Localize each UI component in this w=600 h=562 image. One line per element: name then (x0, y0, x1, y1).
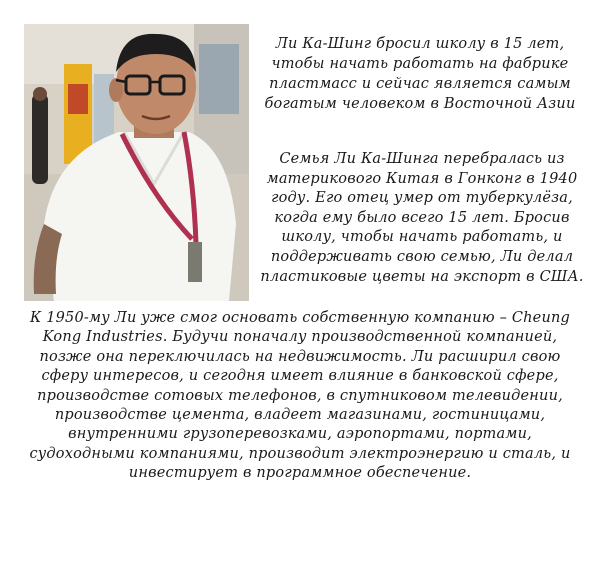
intro-paragraph: Ли Ка-Шинг бросил школу в 15 лет, чтобы начать работать на фабрике пластмасс и сейчас является самым богатым человеком в Восточной Азии (264, 36, 576, 112)
company-paragraph: К 1950-му Ли уже смог основать собственную компанию – Cheung Kong Industries. Будучи поначалу производственной компанией, позже она переключилась на недвижимость. Ли расширил свою сферу интересов, и сегодня имеет влияние в банковской сфере, производстве сотовых телефонов, в спутниковом телевидении, производстве цемента, владеет магазинами, гостиницами, внутренними грузоперевозками, аэропортами, портами, судоходными компаниями, производит электроэнергию и сталь, и инвестирует в программное обеспечение. (29, 310, 571, 482)
family-paragraph: Семья Ли Ка-Шинга перебралась из материкового Китая в Гонконг в 1940 году. Его отец умер от туберкулёза, когда ему было всего 15 лет. Бросив школу, чтобы начать работать, и поддерживать свою семью, Ли делал пластиковые цветы на экспорт в США. (260, 151, 584, 285)
portrait-photo (24, 24, 249, 301)
portrait-illustration (24, 24, 249, 301)
